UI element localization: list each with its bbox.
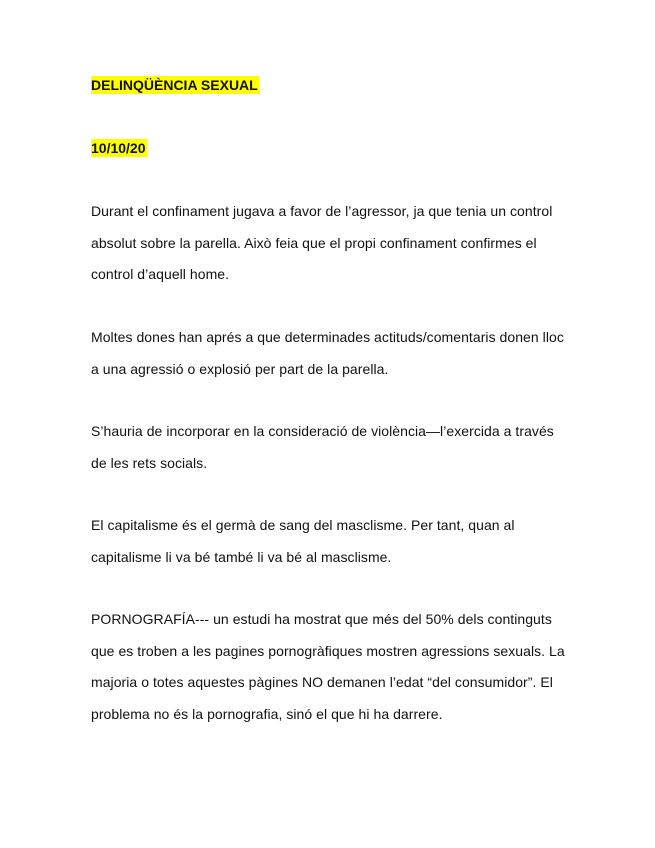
paragraph-social-networks: S’hauria de incorporar en la consideració de violència—l’exercida a través de les rets socials. [91,423,554,471]
paragraph-confinement: Durant el confinament jugava a favor de l’agressor, ja que tenia un control absolut sobre la parella. Això feia que el propi confinament confirmes el control d’aquell home. [91,203,553,282]
date-highlight: 10/10/20 [91,140,146,156]
title-highlight: DELINQÜÈNCIA SEXUAL [91,77,258,93]
paragraph-capitalism: El capitalisme és el germà de sang del masclisme. Per tant, quan al capitalisme li va bé també li va bé al masclisme. [91,517,515,565]
paragraph-learned-behaviour: Moltes dones han aprés a que determinades actituds/comentaris donen lloc a una agressió o explosió per part de la parella. [91,329,564,377]
document-date [91,139,147,157]
paragraph-pornography: PORNOGRAFÍA--- un estudi ha mostrat que més del 50% dels continguts que es troben a les pagines pornogràfiques mostren agressions sexuals. La majoria o totes aquestes pàgines NO demanen l’edat “del consumidor”. El problema no és la pornografia, sinó el que hi ha darrere. [91,611,565,722]
document-title [91,76,259,94]
